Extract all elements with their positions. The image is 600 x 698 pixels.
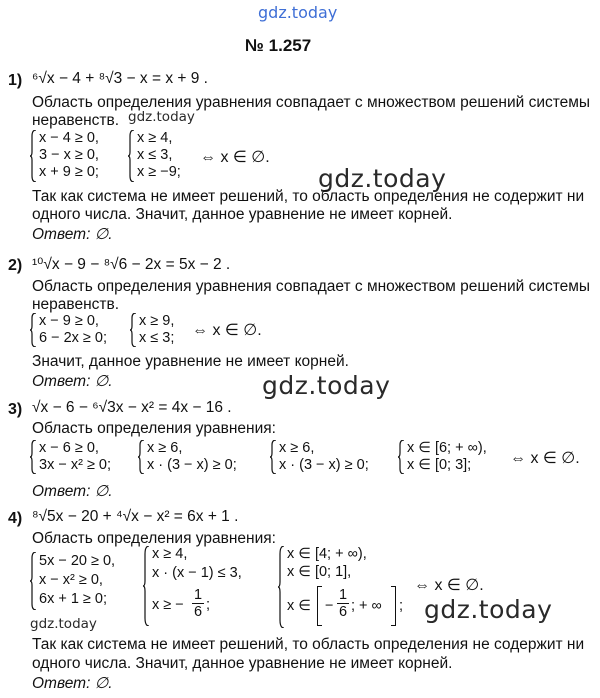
bracket-right [391,586,396,626]
inequality-system [270,440,369,474]
brace-icon [138,440,145,474]
brace-icon [270,440,277,474]
equation: ⁸√5x − 20 + ⁴√x − x² = 6x + 1 . [32,508,239,525]
paragraph: одного числа. Значит, данное уравнение не имеет корней. [32,206,453,223]
system-line-interval [287,584,404,626]
interval-end: ; + ∞ [351,598,382,614]
watermark: gdz.today [128,109,195,125]
system-line: x − x² ≥ 0, [39,572,103,588]
problem-number: 2) [8,257,23,274]
watermark: gdz.today [262,371,391,400]
numerator: 1 [338,587,348,603]
paragraph: Значит, данное уравнение не имеет корней. [32,353,349,370]
system-line: x − 4 ≥ 0, [39,130,99,146]
system-line: x ∈ [0; 3]; [407,457,472,473]
fraction [192,587,204,621]
system-line: x · (3 − x) ≥ 0; [279,457,369,473]
problem-number: 3) [8,401,23,418]
conclusion: ⇔ x ∈ ∅. [192,322,262,339]
equation: ¹⁰√x − 9 − ⁸√6 − 2x = 5x − 2 . [32,256,231,273]
equation: √x − 6 − ⁶√3x − x² = 4x − 16 . [32,399,232,416]
system-line: x · (3 − x) ≥ 0; [147,457,237,473]
brace-icon [398,440,405,474]
inequality-system [278,546,404,628]
minus-sign: − [325,598,334,614]
system-line: x ∈ [287,598,311,614]
system-line: x ≥ 4, [137,130,173,146]
denominator: 6 [193,604,203,620]
fraction [337,587,349,621]
brace-icon [30,313,37,347]
system-line: x − 6 ≥ 0, [39,440,99,456]
paragraph: Так как система не имеет решений, то область определения не содержит ни [32,188,585,205]
answer: Ответ: ∅. [32,226,113,243]
system-line: x ≥ − [152,597,184,613]
inequality-system [30,313,107,347]
watermark: gdz.today [424,595,553,624]
inequality-system [30,552,115,610]
system-line: x ≤ 3; [139,330,175,346]
system-line: x ≥ 9, [139,313,175,329]
system-line: x + 9 ≥ 0; [39,164,99,180]
conclusion: ⇔ x ∈ ∅. [510,450,580,467]
system-line: x ∈ [4; + ∞), [287,546,367,562]
watermark: gdz.today [30,616,97,632]
watermark-top: gdz.today [258,3,338,22]
answer: Ответ: ∅. [32,483,113,500]
system-line: x ≥ 6, [147,440,183,456]
page-title: № 1.257 [245,36,312,55]
paragraph: одного числа. Значит, данное уравнение не имеет корней. [32,655,453,672]
inequality-system [30,440,111,474]
brace-icon [143,546,150,626]
equation: ⁶√x − 4 + ⁸√3 − x = x + 9 . [32,70,208,87]
brace-icon [30,552,37,610]
system-line: 3x − x² ≥ 0; [39,457,112,473]
denominator: 6 [338,604,348,620]
system-line-fraction [152,587,242,623]
brace-icon [278,546,285,628]
semicolon: ; [399,598,404,614]
brace-icon [30,440,37,474]
paragraph: неравенств. [32,296,120,313]
system-line: 5x − 20 ≥ 0, [39,553,116,569]
system-line: x · (x − 1) ≤ 3, [152,565,242,581]
system-line: x ∈ [6; + ∞), [407,440,487,456]
paragraph: Область определения уравнения совпадает с множеством решений системы [32,94,591,111]
inequality-system [143,546,242,626]
paragraph: Область определения уравнения: [32,530,276,547]
conclusion: ⇔ x ∈ ∅. [414,577,484,594]
system-line: 6x + 1 ≥ 0; [39,591,108,607]
paragraph: Область определения уравнения: [32,420,276,437]
system-line: x ≤ 3, [137,147,173,163]
problem-number: 4) [8,510,23,527]
bracket-left [317,586,322,626]
inequality-system [128,130,181,182]
system-line: x ≥ 4, [152,546,188,562]
numerator: 1 [193,587,203,603]
watermark: gdz.today [318,164,447,193]
system-line: x − 9 ≥ 0, [39,313,99,329]
inequality-system [130,313,174,347]
system-line: x ∈ [0; 1], [287,564,352,580]
system-line: x ≥ 6, [279,440,315,456]
answer: Ответ: ∅. [32,675,113,692]
paragraph: Так как система не имеет решений, то область определения не содержит ни [32,636,585,653]
inequality-system [30,130,99,182]
inequality-system [138,440,237,474]
problem-number: 1) [8,72,23,89]
answer: Ответ: ∅. [32,373,113,390]
semicolon: ; [206,597,211,613]
inequality-system [398,440,487,474]
paragraph: неравенств. [32,112,120,129]
brace-icon [128,130,135,182]
conclusion: ⇔ x ∈ ∅. [200,149,270,166]
system-line: x ≥ −9; [137,164,181,180]
system-line: 3 − x ≥ 0, [39,147,99,163]
system-line: 6 − 2x ≥ 0; [39,330,108,346]
brace-icon [30,130,37,182]
brace-icon [130,313,137,347]
paragraph: Область определения уравнения совпадает с множеством решений системы [32,278,591,295]
